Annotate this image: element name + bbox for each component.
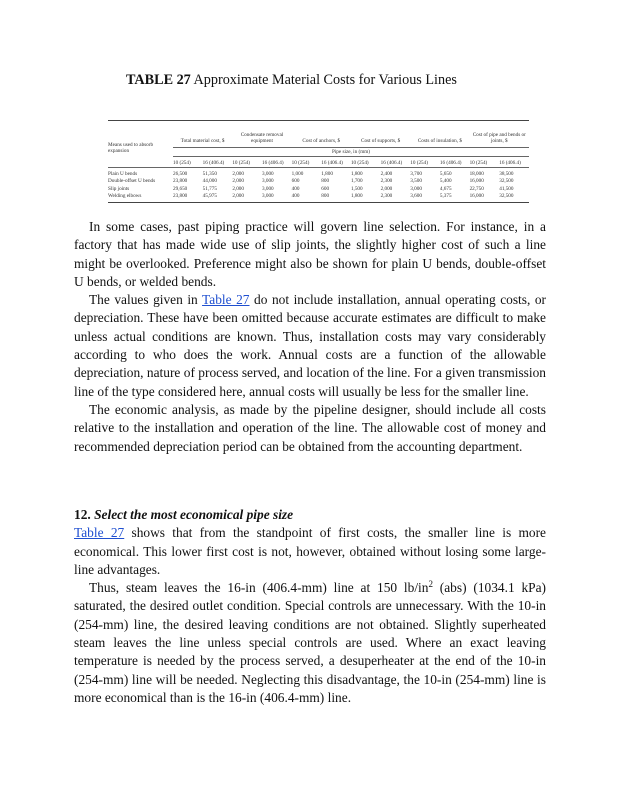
table-cell: 2,400	[380, 171, 393, 178]
table-cell: 32,500	[499, 178, 514, 185]
section-number: 12.	[74, 507, 91, 522]
size-header-cell: 16 (406.4)	[262, 157, 292, 168]
table-cell: 400	[291, 185, 300, 192]
size-header-blank	[108, 157, 173, 168]
table-cell: 3,500	[410, 178, 422, 185]
table-caption	[126, 72, 457, 89]
table-cell: 2,000	[232, 178, 244, 185]
table-cell: 1,500	[350, 185, 363, 192]
size-header-cell: 16 (406.4)	[499, 157, 529, 168]
table-cell: 1,800	[351, 193, 381, 203]
table-cell: 26,500	[173, 171, 188, 178]
paragraph-past-practice: In some cases, past piping practice will govern line selection. For instance, in a factory that has made wide use of slip joints, the slightly higher cost of such a line might be overlooked. Preference might also be shown for plain U bends, double-offset U bends, or welded bends.	[74, 219, 546, 289]
table-cell: 600	[321, 185, 330, 192]
size-header-row	[108, 157, 529, 168]
table-cell: 5,650	[439, 171, 452, 178]
table-cell: 1,800	[350, 171, 363, 178]
pipe-size-label: Pipe size, in (mm)	[173, 148, 529, 157]
table-cell: 4,675	[439, 185, 452, 192]
table-cell: 600	[291, 178, 300, 185]
table-row	[108, 168, 529, 179]
table-cell: 1,800	[321, 171, 333, 178]
size-header-cell: 16 (406.4)	[440, 157, 470, 168]
row-label-cell: Plain U bends	[108, 171, 138, 178]
column-group-header: Costs of insulation, $	[410, 121, 469, 148]
table-cell: 3,700	[410, 171, 422, 178]
table-cell: 23,800	[173, 178, 188, 185]
size-header-cell: 10 (254)	[470, 157, 500, 168]
paragraph-text: (abs) (1034.1 kPa) saturated, the desired outlet condition. Special controls are unnecessary. With the 10-in (254-mm) line, the desired leaving conditions are not obtained. Slightly superheated steam leaves the line unless special controls are used. Where an exact leaving temperature is needed by the process served, a desuperheater at the end of the 10-in (254-mm) line will be needed. Neglecting this disadvantage, the 10-in (254-mm) line is more economical than is the 16-in (406.4-mm) line.	[74, 580, 546, 705]
table-cell: 51,775	[202, 185, 217, 192]
table-cell: 3,000	[261, 185, 274, 192]
table-caption-label: TABLE 27	[126, 72, 191, 88]
table-caption-title: Approximate Material Costs for Various Lines	[193, 72, 457, 88]
table-row	[108, 193, 529, 203]
size-header-cell: 10 (254)	[410, 157, 440, 168]
table-cell: 2,000	[380, 185, 393, 192]
table-cell: 3,000	[262, 193, 292, 203]
table-cell: 23,800	[173, 193, 203, 203]
column-group-header: Cost of anchors, $	[292, 121, 351, 148]
table-cell: 32,500	[499, 193, 529, 203]
table-cell: 3,000	[261, 178, 274, 185]
table-cell: 29,650	[173, 185, 188, 192]
table-cell: 3,000	[410, 185, 422, 192]
paragraph-values-omitted	[74, 291, 546, 401]
table-cell: 51,350	[202, 171, 217, 178]
body-text-section-12	[74, 506, 546, 707]
table-cell: 800	[321, 193, 351, 203]
table-cell: 22,750	[469, 185, 484, 192]
table-27-link[interactable]: Table 27	[202, 292, 250, 308]
table-row	[108, 178, 529, 185]
paragraph-text: shows that from the standpoint of first costs, the smaller line is more economical. This lower first cost is not, however, obtained without losing some large-line advantages.	[74, 525, 546, 577]
material-costs-table-container	[108, 120, 529, 203]
section-title: Select the most economical pipe size	[94, 507, 294, 522]
table-cell: 18,000	[469, 171, 484, 178]
paragraph-economic-analysis: The economic analysis, as made by the pipeline designer, should include all costs relative to the installation and operation of the line. The allowable cost of money and recommended depreciation period can be obtained from the accounting department.	[74, 401, 546, 454]
table-cell: 16,000	[469, 178, 484, 185]
size-header-cell: 10 (254)	[173, 157, 203, 168]
table-cell: 5,375	[440, 193, 470, 203]
paragraph-text: do not include installation, annual operating costs, or depreciation. These have been omitted because accurate estimates are difficult to make unless actual conditions are known. Thus, installation costs may vary considerably according to who does the work. Annual costs are a function of the allowable depreciation, nature of process served, and location of the line. For a given transmission line of the type considered here, annual costs will usually be less for the smaller line.	[74, 292, 546, 399]
table-cell: 1,000	[291, 171, 304, 178]
table-cell: 1,700	[350, 178, 363, 185]
size-header-cell: 10 (254)	[351, 157, 381, 168]
table-cell: 41,500	[499, 185, 514, 192]
table-cell: 38,500	[499, 171, 514, 178]
size-header-cell: 16 (406.4)	[381, 157, 411, 168]
paragraph-steam-conditions	[74, 579, 546, 707]
paragraph-first-costs	[74, 524, 546, 579]
column-group-header: Cost of pipe and bends or joints, $	[470, 121, 529, 148]
table-cell: 16,000	[470, 193, 500, 203]
table-cell: 5,400	[439, 178, 452, 185]
column-group-header: Condensate removal equipment	[232, 121, 291, 148]
size-header-cell: 16 (406.4)	[321, 157, 351, 168]
table-cell: 3,000	[261, 171, 274, 178]
table-cell: 2,000	[232, 171, 244, 178]
table-cell: 2,000	[232, 185, 244, 192]
column-group-header: Cost of supports, $	[351, 121, 410, 148]
row-label-cell: Slip joints	[108, 185, 130, 192]
table-header-row	[108, 121, 529, 148]
table-cell: 44,000	[202, 178, 217, 185]
row-label-cell: Double-offset U bends	[108, 178, 156, 185]
superscript: 2	[428, 579, 433, 590]
size-header-cell: 10 (254)	[232, 157, 262, 168]
size-header-cell: 16 (406.4)	[203, 157, 233, 168]
body-text-top	[74, 218, 546, 456]
table-cell: 2,300	[380, 178, 393, 185]
paragraph-text: The values given in	[89, 292, 203, 308]
table-body	[108, 168, 529, 203]
column-group-header: Total material cost, $	[173, 121, 232, 148]
size-header-cell: 10 (254)	[292, 157, 322, 168]
paragraph-text: Thus, steam leaves the 16-in (406.4-mm) line at 150 lb/in	[89, 580, 429, 596]
row-header-cell: Means used to absorb expansion	[108, 121, 173, 157]
table-cell: 45,975	[203, 193, 233, 203]
table-27-link[interactable]: Table 27	[74, 525, 125, 541]
table-cell: 2,000	[232, 193, 262, 203]
row-label-cell: Welding elbows	[108, 193, 173, 203]
table-cell: 800	[321, 178, 330, 185]
section-heading	[74, 506, 546, 524]
table-cell: 400	[292, 193, 322, 203]
table-cell: 3,600	[410, 193, 440, 203]
table-row	[108, 185, 529, 192]
table-cell: 2,300	[381, 193, 411, 203]
material-costs-table	[108, 120, 529, 203]
